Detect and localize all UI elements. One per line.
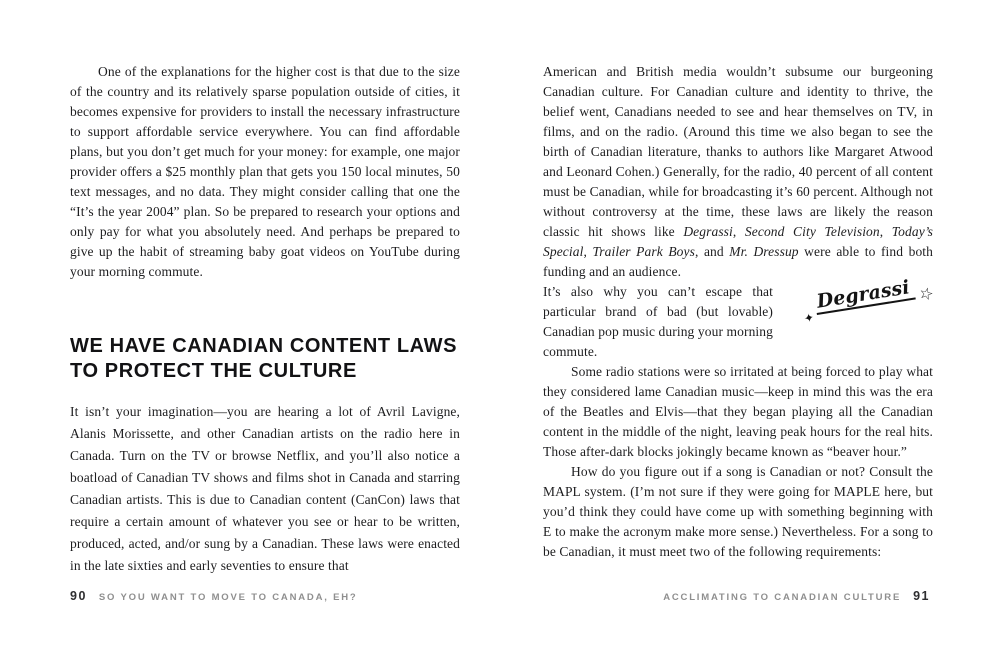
right-paragraph-cancon-laws: American and British media wouldn’t subsume our burgeoning Canadian culture. For Canadian culture and identity to thrive, the belief went, Canadians needed to see and hear themselves on TV, in films, and on the radio. (Around this time we also began to see the birth of Canadian literature, thanks to authors like Margaret Atwood and Leonard Cohen.) Generally, for the radio, 40 percent of all content must be Canadian, while for broadcasting it’s 60 percent. Although not without controversy at the time, these laws are likely the reason classic hit shows like Degrassi, Second City Television, Today’s Special, Trailer Park Boys, and Mr. Dressup were able to find both funding and an audience.	[543, 64, 934, 279]
section-heading	[70, 334, 460, 384]
sparkle-icon: ✦	[802, 310, 816, 326]
left-paragraph-cost-explanation: One of the explanations for the higher cost is that due to the size of the country and its relatively sparse population outside of cities, it becomes expensive for providers to install the necessary infrastructure to support affordable service everywhere. You can find affordable plans, but you don’t get much for your money: for example, one major provider offers a $25 monthly plan that gets you 150 local minutes, 50 text messages, and no data. They might consider calling that one the “It’s the year 2004” plan. So be prepared to research your options and only pay for what you absolutely need. And perhaps be prepared to give up the habit of streaming baby goat videos on YouTube during your morning commute.	[70, 64, 460, 279]
right-paragraph-pop-music-text: It’s also why you can’t escape that particular brand of bad (but lovable) Canadian pop music during your morning commute.	[543, 284, 773, 359]
section-heading-line2: TO PROTECT THE CULTURE	[70, 360, 357, 382]
right-page	[543, 62, 936, 562]
degrassi-annotation	[781, 276, 936, 328]
left-page	[70, 62, 460, 577]
right-page-number: 91	[913, 589, 930, 603]
right-running-title: ACCLIMATING TO CANADIAN CULTURE	[663, 592, 902, 603]
left-page-number: 90	[70, 589, 87, 603]
left-page-footer	[70, 587, 358, 605]
left-paragraph-cancon-intro: It isn’t your imagination—you are hearing a lot of Avril Lavigne, Alanis Morissette, and other Canadian artists on the radio here in Canada. Turn on the TV or browse Netflix, and you’ll also notice a boatload of Canadian TV shows and films shot in Canada and starring Canadian artists. This is due to Canadian content (CanCon) laws that require a certain amount of whatever you see or hear to be written, produced, acted, and/or sung by a Canadian. These laws were enacted in the late sixties and early seventies to ensure that	[70, 404, 460, 573]
right-paragraph-mapl-system: How do you figure out if a song is Canadian or not? Consult the MAPL system. (I’m not sure if they were going for MAPLE here, but you’d think they could have come up with something beginning with E to make the acronym make more sense.) Nevertheless. For a song to be Canadian, it must meet two of the following requirements:	[543, 464, 933, 559]
left-running-title: SO YOU WANT TO MOVE TO CANADA, EH?	[98, 592, 358, 603]
right-paragraph-beaver-hour: Some radio stations were so irritated at being forced to play what they considered lame Canadian music—keep in mind this was the era of the Beatles and Elvis—that they began playing all the Canadian content in the middle of the night, leaving peak hours for the real hits. Those after-dark blocks jokingly became known as “beaver hour.”	[543, 364, 933, 459]
right-paragraph-pop-music	[543, 276, 936, 362]
section-heading-line1: WE HAVE CANADIAN CONTENT LAWS	[70, 335, 458, 357]
right-page-footer	[663, 587, 930, 605]
degrassi-handwriting: Degrassi	[813, 277, 915, 315]
star-icon: ☆	[916, 282, 936, 305]
